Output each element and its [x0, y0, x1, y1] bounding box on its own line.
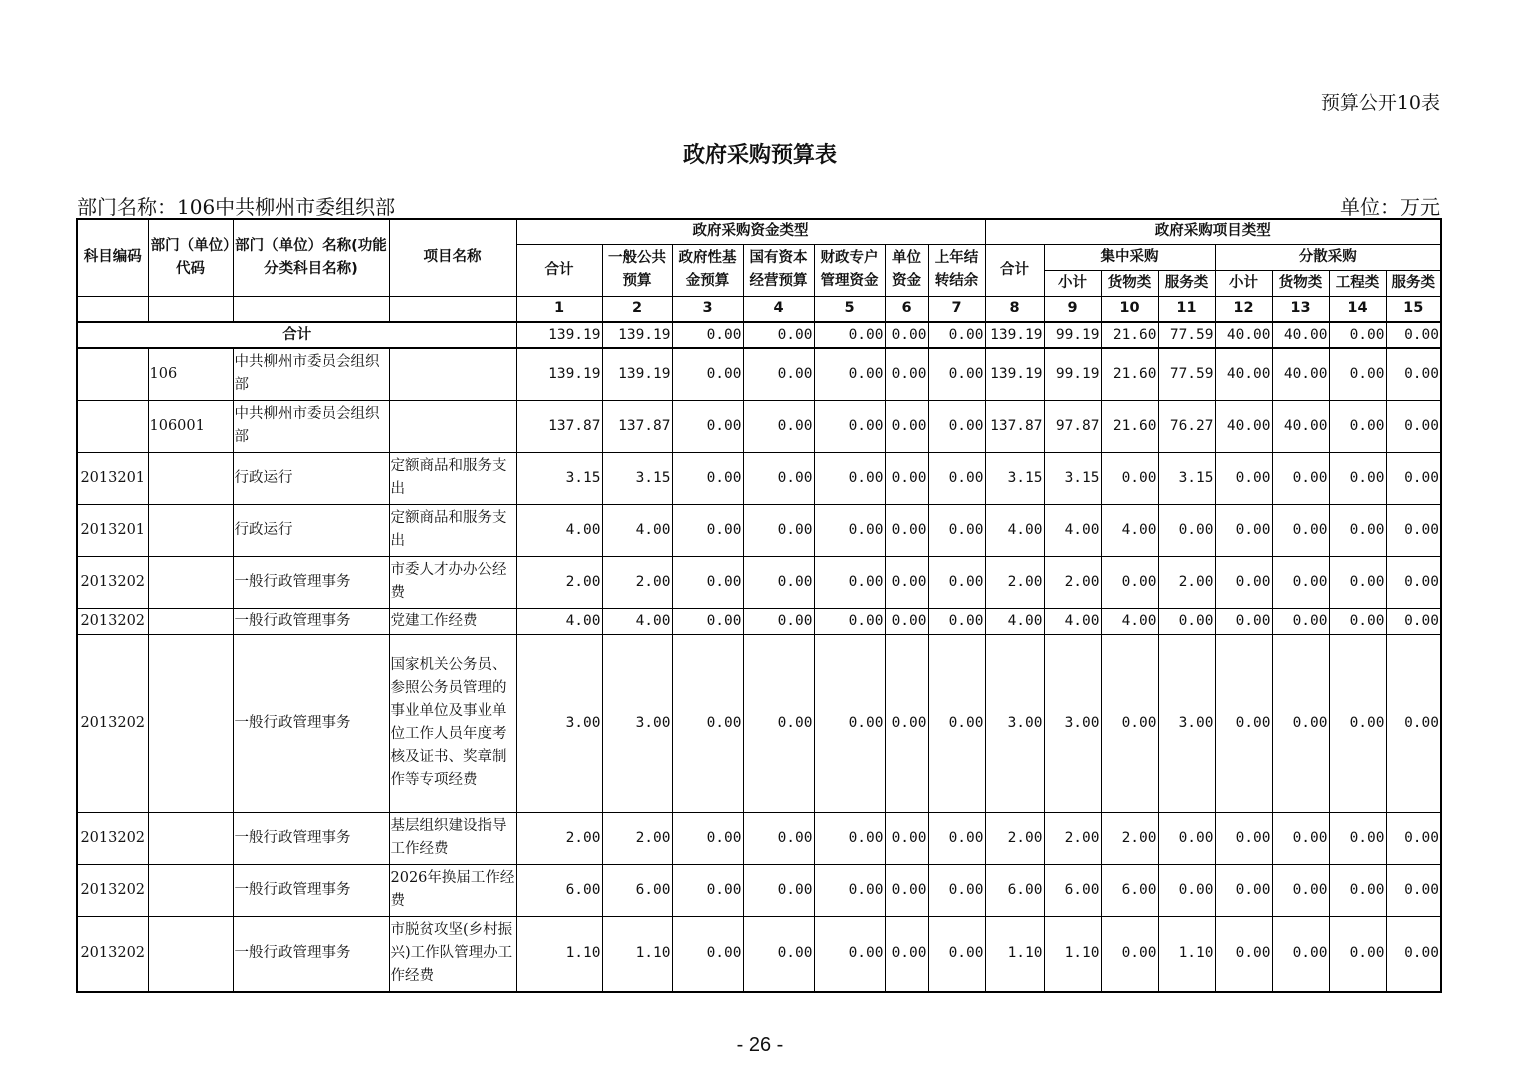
- amount-cell: 139.19: [602, 322, 672, 348]
- amount-cell: 1.10: [985, 916, 1044, 992]
- amount-cell: 0.00: [743, 348, 814, 400]
- project-name-cell: 党建工作经费: [389, 608, 516, 634]
- column-number: 2: [602, 296, 672, 322]
- amount-cell: 0.00: [885, 348, 928, 400]
- amount-cell: 0.00: [743, 556, 814, 608]
- amount-cell: 2.00: [1044, 556, 1101, 608]
- amount-cell: 0.00: [1215, 504, 1272, 556]
- amount-cell: 0.00: [814, 634, 885, 812]
- amount-cell: 1.10: [602, 916, 672, 992]
- subject-code-cell: 2013202: [77, 864, 148, 916]
- amount-cell: 0.00: [1215, 812, 1272, 864]
- column-number: 7: [928, 296, 985, 322]
- amount-cell: 0.00: [1272, 634, 1329, 812]
- amount-cell: 3.00: [516, 634, 602, 812]
- amount-cell: 0.00: [1329, 504, 1386, 556]
- amount-cell: 0.00: [928, 916, 985, 992]
- project-name-cell: 基层组织建设指导工作经费: [389, 812, 516, 864]
- dept-name-cell: 行政运行: [233, 452, 389, 504]
- project-name-cell: 国家机关公务员、参照公务员管理的事业单位及事业单位工作人员年度考核及证书、奖章制作等专项经费: [389, 634, 516, 812]
- amount-cell: 0.00: [1386, 864, 1441, 916]
- amount-cell: 0.00: [1329, 348, 1386, 400]
- page-number: - 26 -: [736, 1034, 784, 1056]
- amount-cell: 97.87: [1044, 400, 1101, 452]
- amount-cell: 0.00: [672, 608, 743, 634]
- amount-cell: 0.00: [1329, 556, 1386, 608]
- dept-code-cell: [148, 812, 233, 864]
- dept-code-cell: [148, 916, 233, 992]
- column-number: 6: [885, 296, 928, 322]
- project-name-cell: 2026年换届工作经费: [389, 864, 516, 916]
- header-fund-type: 政府采购资金类型: [516, 219, 985, 244]
- amount-cell: 0.00: [928, 556, 985, 608]
- amount-cell: 0.00: [885, 634, 928, 812]
- dept-name-cell: 一般行政管理事务: [233, 634, 389, 812]
- amount-cell: 99.19: [1044, 322, 1101, 348]
- dept-code-cell: [148, 504, 233, 556]
- amount-cell: 3.15: [1158, 452, 1215, 504]
- amount-cell: 21.60: [1101, 400, 1158, 452]
- amount-cell: 0.00: [1101, 556, 1158, 608]
- amount-cell: 0.00: [1386, 504, 1441, 556]
- table-row: [77, 864, 1441, 916]
- amount-cell: 6.00: [602, 864, 672, 916]
- amount-cell: 40.00: [1272, 348, 1329, 400]
- amount-cell: 0.00: [1272, 452, 1329, 504]
- amount-cell: 0.00: [743, 322, 814, 348]
- amount-cell: 0.00: [743, 812, 814, 864]
- amount-cell: 0.00: [814, 916, 885, 992]
- amount-cell: 0.00: [1329, 916, 1386, 992]
- amount-cell: 0.00: [1101, 916, 1158, 992]
- dept-code-cell: 106001: [148, 400, 233, 452]
- header-dispersed: 分散采购: [1215, 244, 1441, 270]
- amount-cell: 77.59: [1158, 322, 1215, 348]
- amount-cell: 0.00: [885, 812, 928, 864]
- amount-cell: 4.00: [602, 504, 672, 556]
- amount-cell: 0.00: [814, 400, 885, 452]
- table-row: [77, 916, 1441, 992]
- amount-cell: 4.00: [516, 608, 602, 634]
- amount-cell: 139.19: [985, 322, 1044, 348]
- amount-cell: 0.00: [1386, 634, 1441, 812]
- amount-cell: 0.00: [928, 452, 985, 504]
- amount-cell: 0.00: [743, 916, 814, 992]
- amount-cell: 0.00: [672, 504, 743, 556]
- amount-cell: 0.00: [1215, 916, 1272, 992]
- amount-cell: 0.00: [672, 322, 743, 348]
- amount-cell: 2.00: [516, 812, 602, 864]
- dept-name-cell: 一般行政管理事务: [233, 916, 389, 992]
- amount-cell: 99.19: [1044, 348, 1101, 400]
- amount-cell: 4.00: [1044, 608, 1101, 634]
- subject-code-cell: 2013201: [77, 452, 148, 504]
- amount-cell: 40.00: [1272, 322, 1329, 348]
- dept-name-cell: 一般行政管理事务: [233, 864, 389, 916]
- amount-cell: 139.19: [985, 348, 1044, 400]
- table-row: [77, 812, 1441, 864]
- amount-cell: 0.00: [1158, 504, 1215, 556]
- subject-code-cell: 2013201: [77, 504, 148, 556]
- amount-cell: 0.00: [1329, 634, 1386, 812]
- column-number: 14: [1329, 296, 1386, 322]
- header-gov-fund: 政府性基金预算: [672, 244, 743, 296]
- amount-cell: 0.00: [814, 504, 885, 556]
- header-service: 服务类: [1158, 270, 1215, 296]
- amount-cell: 0.00: [672, 556, 743, 608]
- header-goods: 货物类: [1101, 270, 1158, 296]
- header-special-account: 财政专户管理资金: [814, 244, 885, 296]
- amount-cell: 0.00: [814, 348, 885, 400]
- amount-cell: 0.00: [814, 608, 885, 634]
- table-row: [77, 400, 1441, 452]
- header-unit-fund: 单位资金: [885, 244, 928, 296]
- amount-cell: 2.00: [985, 812, 1044, 864]
- amount-cell: 0.00: [672, 452, 743, 504]
- amount-cell: 3.15: [602, 452, 672, 504]
- dept-name-cell: 一般行政管理事务: [233, 608, 389, 634]
- header-dept-name: 部门（单位）名称(功能分类科目名称): [233, 219, 389, 296]
- amount-cell: 0.00: [1158, 608, 1215, 634]
- amount-cell: 2.00: [1044, 812, 1101, 864]
- amount-cell: 3.15: [516, 452, 602, 504]
- subject-code-cell: 2013202: [77, 916, 148, 992]
- amount-cell: 1.10: [1158, 916, 1215, 992]
- header-carryover: 上年结转结余: [928, 244, 985, 296]
- header-subtotal-2: 小计: [1215, 270, 1272, 296]
- amount-cell: 0.00: [1386, 322, 1441, 348]
- amount-cell: 40.00: [1215, 400, 1272, 452]
- amount-cell: 4.00: [1044, 504, 1101, 556]
- department-label: 部门名称：106中共柳州市委组织部: [77, 195, 396, 219]
- column-number: 5: [814, 296, 885, 322]
- amount-cell: 21.60: [1101, 348, 1158, 400]
- amount-cell: 0.00: [928, 348, 985, 400]
- amount-cell: 0.00: [814, 812, 885, 864]
- amount-cell: 4.00: [985, 504, 1044, 556]
- amount-cell: 0.00: [743, 864, 814, 916]
- amount-cell: 0.00: [743, 452, 814, 504]
- header-total: 合计: [516, 244, 602, 296]
- amount-cell: 137.87: [985, 400, 1044, 452]
- amount-cell: 2.00: [602, 556, 672, 608]
- amount-cell: 0.00: [672, 348, 743, 400]
- subject-code-cell: [77, 400, 148, 452]
- dept-code-cell: [148, 452, 233, 504]
- header-total-2: 合计: [985, 244, 1044, 296]
- amount-cell: 2.00: [516, 556, 602, 608]
- amount-cell: 2.00: [1158, 556, 1215, 608]
- amount-cell: 0.00: [814, 322, 885, 348]
- amount-cell: 0.00: [928, 504, 985, 556]
- table-number-label: 预算公开10表: [1320, 92, 1440, 114]
- amount-cell: 3.00: [985, 634, 1044, 812]
- amount-cell: 0.00: [672, 812, 743, 864]
- amount-cell: 0.00: [928, 864, 985, 916]
- amount-cell: 0.00: [885, 400, 928, 452]
- column-number: 9: [1044, 296, 1101, 322]
- column-number: 10: [1101, 296, 1158, 322]
- amount-cell: 139.19: [516, 348, 602, 400]
- amount-cell: 2.00: [602, 812, 672, 864]
- amount-cell: 0.00: [672, 864, 743, 916]
- header-project-name: 项目名称: [389, 219, 516, 296]
- amount-cell: 0.00: [672, 634, 743, 812]
- subject-code-cell: [77, 348, 148, 400]
- amount-cell: 137.87: [602, 400, 672, 452]
- header-goods-2: 货物类: [1272, 270, 1329, 296]
- unit-label: 单位：万元: [1340, 195, 1440, 219]
- amount-cell: 0.00: [885, 916, 928, 992]
- amount-cell: 0.00: [885, 322, 928, 348]
- dept-code-cell: [148, 864, 233, 916]
- amount-cell: 76.27: [1158, 400, 1215, 452]
- amount-cell: 0.00: [1272, 916, 1329, 992]
- amount-cell: 40.00: [1272, 400, 1329, 452]
- header-project-type: 政府采购项目类型: [985, 219, 1441, 244]
- amount-cell: 3.15: [1044, 452, 1101, 504]
- amount-cell: 0.00: [1386, 608, 1441, 634]
- amount-cell: 0.00: [1329, 812, 1386, 864]
- header-project-class: 工程类: [1329, 270, 1386, 296]
- amount-cell: 0.00: [885, 556, 928, 608]
- page-title: 政府采购预算表: [682, 143, 837, 168]
- dept-code-cell: [148, 634, 233, 812]
- dept-name-cell: 中共柳州市委员会组织部: [233, 348, 389, 400]
- amount-cell: 0.00: [1158, 812, 1215, 864]
- dept-code-cell: [148, 556, 233, 608]
- dept-name-cell: 中共柳州市委员会组织部: [233, 400, 389, 452]
- amount-cell: 6.00: [1044, 864, 1101, 916]
- amount-cell: 0.00: [928, 634, 985, 812]
- amount-cell: 0.00: [1215, 452, 1272, 504]
- column-number: 11: [1158, 296, 1215, 322]
- amount-cell: 77.59: [1158, 348, 1215, 400]
- amount-cell: 1.10: [516, 916, 602, 992]
- amount-cell: 0.00: [1329, 452, 1386, 504]
- amount-cell: 3.15: [985, 452, 1044, 504]
- table-row: [77, 504, 1441, 556]
- subject-code-cell: 2013202: [77, 556, 148, 608]
- amount-cell: 40.00: [1215, 348, 1272, 400]
- project-name-cell: 定额商品和服务支出: [389, 504, 516, 556]
- amount-cell: 21.60: [1101, 322, 1158, 348]
- amount-cell: 0.00: [1386, 916, 1441, 992]
- column-number: 8: [985, 296, 1044, 322]
- dept-name-cell: 一般行政管理事务: [233, 812, 389, 864]
- dept-name-cell: 行政运行: [233, 504, 389, 556]
- amount-cell: 0.00: [1272, 608, 1329, 634]
- amount-cell: 6.00: [1101, 864, 1158, 916]
- header-central: 集中采购: [1044, 244, 1215, 270]
- amount-cell: 0.00: [1272, 556, 1329, 608]
- amount-cell: 6.00: [516, 864, 602, 916]
- amount-cell: 0.00: [928, 322, 985, 348]
- header-subtotal: 小计: [1044, 270, 1101, 296]
- amount-cell: 1.10: [1044, 916, 1101, 992]
- table-row: [77, 634, 1441, 812]
- amount-cell: 0.00: [1329, 400, 1386, 452]
- header-general-budget: 一般公共预算: [602, 244, 672, 296]
- total-row: [77, 322, 1441, 348]
- project-name-cell: [389, 400, 516, 452]
- table-row: [77, 452, 1441, 504]
- amount-cell: 0.00: [1386, 556, 1441, 608]
- amount-cell: 0.00: [1386, 812, 1441, 864]
- amount-cell: 0.00: [1272, 812, 1329, 864]
- amount-cell: 0.00: [885, 864, 928, 916]
- header-dept-code: 部门（单位）代码: [148, 219, 233, 296]
- amount-cell: 0.00: [928, 812, 985, 864]
- amount-cell: 4.00: [1101, 608, 1158, 634]
- amount-cell: 0.00: [1215, 556, 1272, 608]
- dept-name-cell: 一般行政管理事务: [233, 556, 389, 608]
- amount-cell: 3.00: [1158, 634, 1215, 812]
- amount-cell: 2.00: [1101, 812, 1158, 864]
- column-number: 4: [743, 296, 814, 322]
- amount-cell: 0.00: [1101, 452, 1158, 504]
- amount-cell: 139.19: [516, 322, 602, 348]
- procurement-budget-table: [76, 218, 1442, 993]
- amount-cell: 3.00: [1044, 634, 1101, 812]
- table-row: [77, 556, 1441, 608]
- column-number: 13: [1272, 296, 1329, 322]
- amount-cell: 0.00: [1215, 634, 1272, 812]
- amount-cell: 6.00: [985, 864, 1044, 916]
- column-number: 3: [672, 296, 743, 322]
- amount-cell: 2.00: [985, 556, 1044, 608]
- amount-cell: 0.00: [1272, 864, 1329, 916]
- amount-cell: 0.00: [1386, 348, 1441, 400]
- amount-cell: 0.00: [743, 504, 814, 556]
- amount-cell: 4.00: [1101, 504, 1158, 556]
- amount-cell: 0.00: [814, 556, 885, 608]
- amount-cell: 4.00: [602, 608, 672, 634]
- amount-cell: 0.00: [1329, 322, 1386, 348]
- column-number: 15: [1386, 296, 1441, 322]
- amount-cell: 0.00: [885, 452, 928, 504]
- table-row: [77, 348, 1441, 400]
- amount-cell: 0.00: [885, 504, 928, 556]
- amount-cell: 0.00: [1101, 634, 1158, 812]
- amount-cell: 0.00: [1158, 864, 1215, 916]
- header-subject-code: 科目编码: [77, 219, 148, 296]
- amount-cell: 0.00: [928, 400, 985, 452]
- amount-cell: 0.00: [1329, 864, 1386, 916]
- amount-cell: 0.00: [1272, 504, 1329, 556]
- amount-cell: 3.00: [602, 634, 672, 812]
- amount-cell: 0.00: [885, 608, 928, 634]
- header-service-2: 服务类: [1386, 270, 1441, 296]
- project-name-cell: 市脱贫攻坚(乡村振兴)工作队管理办工作经费: [389, 916, 516, 992]
- table-row: [77, 608, 1441, 634]
- amount-cell: 0.00: [814, 452, 885, 504]
- subject-code-cell: 2013202: [77, 812, 148, 864]
- amount-cell: 4.00: [516, 504, 602, 556]
- dept-code-cell: [148, 608, 233, 634]
- amount-cell: 0.00: [1329, 608, 1386, 634]
- amount-cell: 0.00: [1386, 452, 1441, 504]
- amount-cell: 0.00: [814, 864, 885, 916]
- amount-cell: 0.00: [1215, 864, 1272, 916]
- amount-cell: 0.00: [672, 916, 743, 992]
- amount-cell: 0.00: [928, 608, 985, 634]
- amount-cell: 137.87: [516, 400, 602, 452]
- dept-code-cell: 106: [148, 348, 233, 400]
- subject-code-cell: 2013202: [77, 608, 148, 634]
- amount-cell: 0.00: [743, 608, 814, 634]
- amount-cell: 0.00: [1386, 400, 1441, 452]
- column-number: 12: [1215, 296, 1272, 322]
- amount-cell: 139.19: [602, 348, 672, 400]
- project-name-cell: 市委人才办办公经费: [389, 556, 516, 608]
- project-name-cell: 定额商品和服务支出: [389, 452, 516, 504]
- amount-cell: 0.00: [672, 400, 743, 452]
- total-label: 合计: [77, 322, 516, 348]
- amount-cell: 0.00: [743, 634, 814, 812]
- header-state-capital: 国有资本经营预算: [743, 244, 814, 296]
- amount-cell: 0.00: [1215, 608, 1272, 634]
- project-name-cell: [389, 348, 516, 400]
- amount-cell: 40.00: [1215, 322, 1272, 348]
- amount-cell: 4.00: [985, 608, 1044, 634]
- column-number: 1: [516, 296, 602, 322]
- subject-code-cell: 2013202: [77, 634, 148, 812]
- amount-cell: 0.00: [743, 400, 814, 452]
